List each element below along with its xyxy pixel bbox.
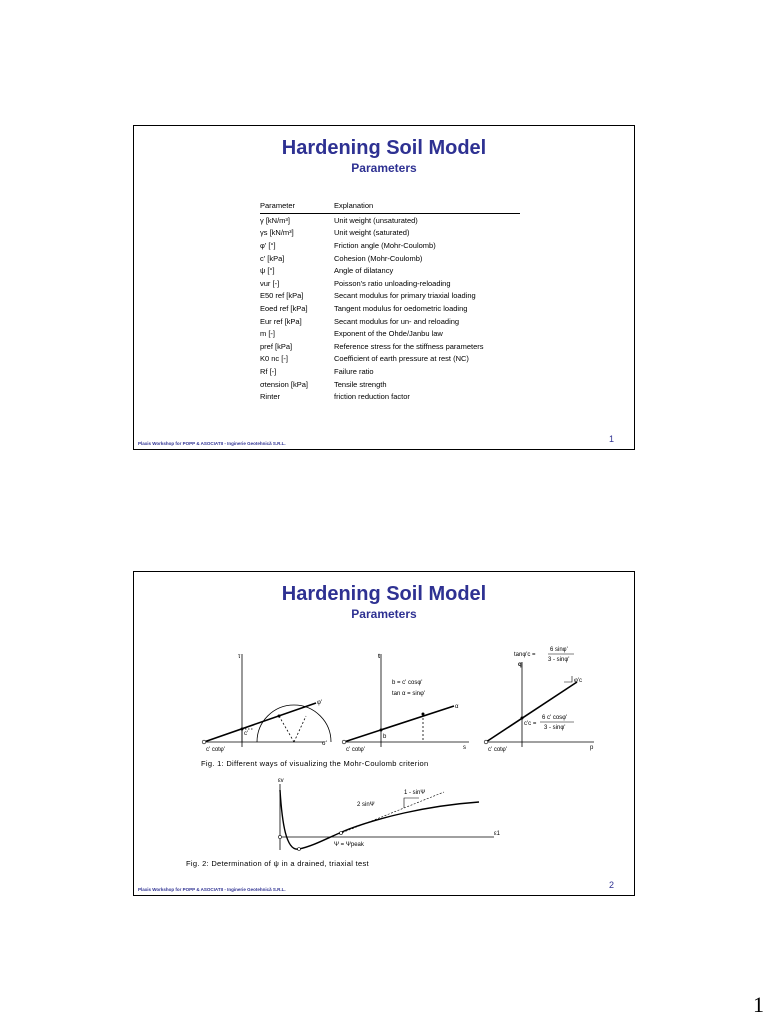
explanation-cell: Poisson's ratio unloading-reloading [334, 278, 451, 288]
explanation-cell: Cohesion (Mohr-Coulomb) [334, 253, 423, 263]
plot-a-origin-label: c' cotφ' [206, 747, 225, 753]
explanation-cell: Tangent modulus for oedometric loading [334, 303, 468, 313]
fig2-rise-label: 2 sinΨ [357, 802, 375, 808]
table-row [260, 214, 520, 227]
explanation-cell: Angle of dilatancy [334, 266, 394, 276]
parameter-cell: Eoed ref [kPa] [260, 303, 308, 313]
fig2-ylabel: εv [278, 778, 284, 784]
fig2-psi-label: Ψ = Ψpeak [334, 842, 364, 848]
fig2-xlabel: ε1 [494, 831, 501, 837]
explanation-cell: Exponent of the Ohde/Janbu law [334, 329, 443, 339]
parameter-cell: Rf [-] [260, 366, 277, 376]
plot-c-top-den: 3 - sinφ' [548, 657, 570, 663]
plot-c-top-num: 6 sinφ' [550, 647, 568, 653]
plot-c-mid-den: 3 - sinφ' [544, 725, 566, 731]
parameter-cell: K0 nc [-] [260, 354, 288, 364]
table-row [260, 353, 520, 366]
header-explanation: Explanation [334, 201, 374, 210]
explanation-cell: Secant modulus for primary triaxial loading [334, 291, 476, 301]
parameter-cell: Rinter [260, 392, 281, 402]
explanation-cell: Secant modulus for un- and reloading [334, 316, 460, 326]
table-row [260, 277, 520, 290]
plot-c-origin-label: c' cotφ' [488, 747, 507, 753]
figure-1-mohr-coulomb [134, 632, 634, 757]
plot-c-mid-lhs: c'c = [524, 721, 537, 727]
plot-c-top-lhs: tanφ'c = [514, 652, 536, 658]
parameter-cell: ψ [°] [260, 266, 275, 276]
plot-b-eq1: b = c' cosφ' [392, 680, 423, 686]
explanation-cell: Unit weight (unsaturated) [334, 215, 418, 225]
plot-a-ylabel: τ [238, 654, 241, 660]
explanation-cell: Failure ratio [334, 366, 374, 376]
table-row [260, 378, 520, 391]
slide-number: 1 [608, 434, 614, 444]
slide-footer: Plaxis Workshop for POPP & ASOCIATII - Inginerie Geotehnică S.R.L. [138, 441, 286, 446]
table-row [260, 302, 520, 315]
explanation-cell: friction reduction factor [334, 392, 410, 402]
fig2-slope-label: 1 - sinΨ [404, 790, 426, 796]
figure-2-caption: Fig. 2: Determination of ψ in a drained, triaxial test [186, 859, 369, 868]
parameter-cell: c' [kPa] [260, 253, 285, 263]
parameter-cell: γs [kN/m³] [260, 228, 294, 238]
slide-title: Hardening Soil Model [281, 137, 487, 159]
table-row [260, 390, 520, 403]
slide-1 [133, 125, 635, 450]
table-row [260, 239, 520, 252]
plot-c-ylabel: q [518, 662, 522, 668]
slide-2 [133, 571, 635, 896]
figure-2-dilatancy [134, 772, 634, 852]
parameter-table [260, 201, 520, 403]
parameter-cell: σtension [kPa] [260, 379, 308, 389]
header-parameter: Parameter [260, 201, 296, 210]
table-row [260, 264, 520, 277]
parameter-cell: m [-] [260, 329, 275, 339]
table-row [260, 340, 520, 353]
slide-subtitle: Parameters [351, 607, 417, 621]
table-header [260, 201, 520, 214]
parameter-cell: νur [-] [260, 278, 280, 288]
plot-b-eq2: tan α = sinφ' [392, 691, 426, 697]
parameter-cell: pref [kPa] [260, 341, 293, 351]
table-body [260, 214, 520, 403]
parameter-cell: E50 ref [kPa] [260, 291, 304, 301]
parameter-cell: φ' [°] [260, 240, 276, 250]
table-row [260, 315, 520, 328]
plot-b-origin-label: c' cotφ' [346, 747, 365, 753]
slide-number: 2 [608, 880, 614, 890]
parameter-cell: γ [kN/m³] [260, 215, 290, 225]
slide-title: Hardening Soil Model [281, 583, 487, 605]
table-row [260, 290, 520, 303]
figure-1-caption: Fig. 1: Different ways of visualizing the Mohr-Coulomb criterion [201, 759, 429, 768]
slide-footer: Plaxis Workshop for POPP & ASOCIATII - Inginerie Geotehnică S.R.L. [138, 887, 286, 892]
table-row [260, 365, 520, 378]
plot-b-xlabel: s [463, 745, 466, 751]
page-number: 1 [753, 992, 764, 1017]
plot-b-intercept-label: b [383, 734, 387, 740]
parameter-cell: Eur ref [kPa] [260, 316, 302, 326]
plot-c-xlabel: p [590, 745, 594, 751]
plot-b-ylabel: t [378, 654, 380, 660]
explanation-cell: Friction angle (Mohr-Coulomb) [334, 240, 436, 250]
explanation-cell: Tensile strength [334, 379, 387, 389]
plot-a-angle-label: φ' [317, 700, 323, 706]
explanation-cell: Reference stress for the stiffness parameters [334, 341, 484, 351]
explanation-cell: Unit weight (saturated) [334, 228, 410, 238]
table-row [260, 227, 520, 240]
plot-a-intercept-label: c' [244, 731, 249, 737]
slide-subtitle: Parameters [351, 161, 417, 175]
plot-b-angle-label: α [455, 704, 459, 710]
table-row [260, 327, 520, 340]
explanation-cell: Coefficient of earth pressure at rest (NC) [334, 354, 469, 364]
plot-c-angle-label: φ'c [574, 678, 583, 684]
plot-a-xlabel: σ' [322, 741, 327, 747]
plot-c-mid-num: 6 c' cosφ' [542, 715, 568, 721]
table-row [260, 252, 520, 265]
